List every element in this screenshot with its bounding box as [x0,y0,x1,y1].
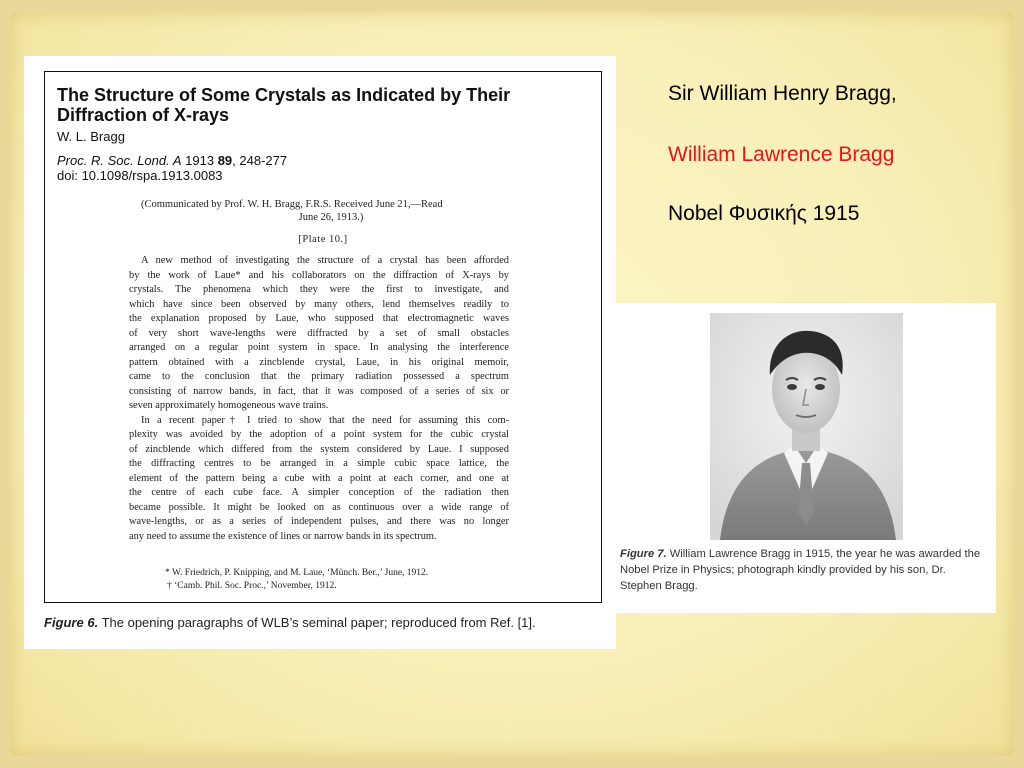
body-line: In a recent paper† I tried to show that the need for assuming this com- [141,414,509,426]
body-line: came to the conclusion that the primary radiation possessed a spectrum [129,371,509,382]
paper-title: The Structure of Some Crystals as Indicated by Their Diffraction of X-rays [57,85,511,125]
paper-journal: Proc. R. Soc. Lond. A [57,153,182,168]
body-line: crystals. The phenomena which they were the first to investigate, and [129,284,509,295]
body-line: of zincblende which differed from the system considered by Laue. I supposed [129,443,509,455]
communicated-line-2: June 26, 1913.) [298,212,364,223]
paper-scan [44,71,602,603]
body-line: of very short wave-lengths were diffracted by a set of small obstacles [129,327,509,339]
plate-label: [Plate 10.] [298,234,348,245]
body-line: arranged on a regular point system in space. In analysing the interference [129,342,509,353]
name-william-lawrence-bragg: William Lawrence Bragg [668,143,895,166]
figure6-caption [44,615,604,630]
name-william-henry-bragg: Sir William Henry Bragg, [668,82,897,105]
body-line: seven approximately homogeneous wave trains. [129,400,329,411]
body-line: consisting of narrow bands, in fact, that it was composed of a series of six or [129,385,509,397]
portrait-illustration [710,313,903,540]
paper-author: W. L. Bragg [57,129,125,144]
body-line: element of the pattern being a cube with a point at each corner, and one at [129,472,509,484]
figure6-text: The opening paragraphs of WLB’s seminal paper; reproduced from Ref. [1]. [101,615,536,630]
portrait-photo [710,313,903,540]
figure7-caption [620,546,990,594]
body-line: plexity was avoided by the adoption of a point system for the cubic crystal [129,429,509,440]
body-line: the diffracting centres to be arranged in a simple cubic space lattice, the [129,458,509,469]
nobel-physics-1915: Nobel Φυσικής 1915 [668,202,860,225]
body-line: pattern obtained with a zincblende crystal, Laue, in his original memoir, [129,356,509,368]
body-line: the centre of each cube face. A simpler conception of the radiation then [129,487,509,498]
figure6-label: Figure 6. [44,615,99,630]
body-line: A new method of investigating the structure of a crystal has been afforded [141,255,509,266]
paper-citation: Proc. R. Soc. Lond. A 1913 89, 248-277 [57,153,288,168]
body-line: the explanation proposed by Laue, who supposed that electromagnetic waves [129,313,509,324]
communicated-line-1: (Communicated by Prof. W. H. Bragg, F.R.S. Received June 21,—Read [141,199,443,210]
communicated-note [141,198,501,224]
figure7-label: Figure 7. [620,548,667,560]
footnote-2: † ‘Camb. Phil. Soc. Proc.,’ November, 1912. [167,580,337,591]
footnote-1: * W. Friedrich, P. Knipping, and M. Laue, ‘Münch. Ber.,’ June, 1912. [165,568,429,578]
body-line: by the work of Laue* and his collaborators on the diffraction of X-rays by [129,269,509,281]
paper-year: 1913 [185,153,215,168]
body-line: any need to assume the existence of lines or narrow bands in its spectrum. [129,530,437,542]
figure7-text: William Lawrence Bragg in 1915, the year he was awarded the Nobel Prize in Physics; photograph kindly provided by his son, Dr. Stephen Bragg. [620,548,981,592]
paper-body [129,254,509,544]
body-line: became possible. It might be looked on as continuous over a wide range of [129,501,509,513]
paper-pages: 248-277 [239,153,288,168]
paper-volume: 89 [217,153,233,168]
paper-doi: doi: 10.1098/rspa.1913.0083 [57,168,223,183]
body-line: wave-lengths, or as a series of independent pulses, and there was no longer [129,516,509,527]
footnotes [165,567,525,592]
body-line: which have since been observed by many others, lend themselves readily to [129,298,509,310]
